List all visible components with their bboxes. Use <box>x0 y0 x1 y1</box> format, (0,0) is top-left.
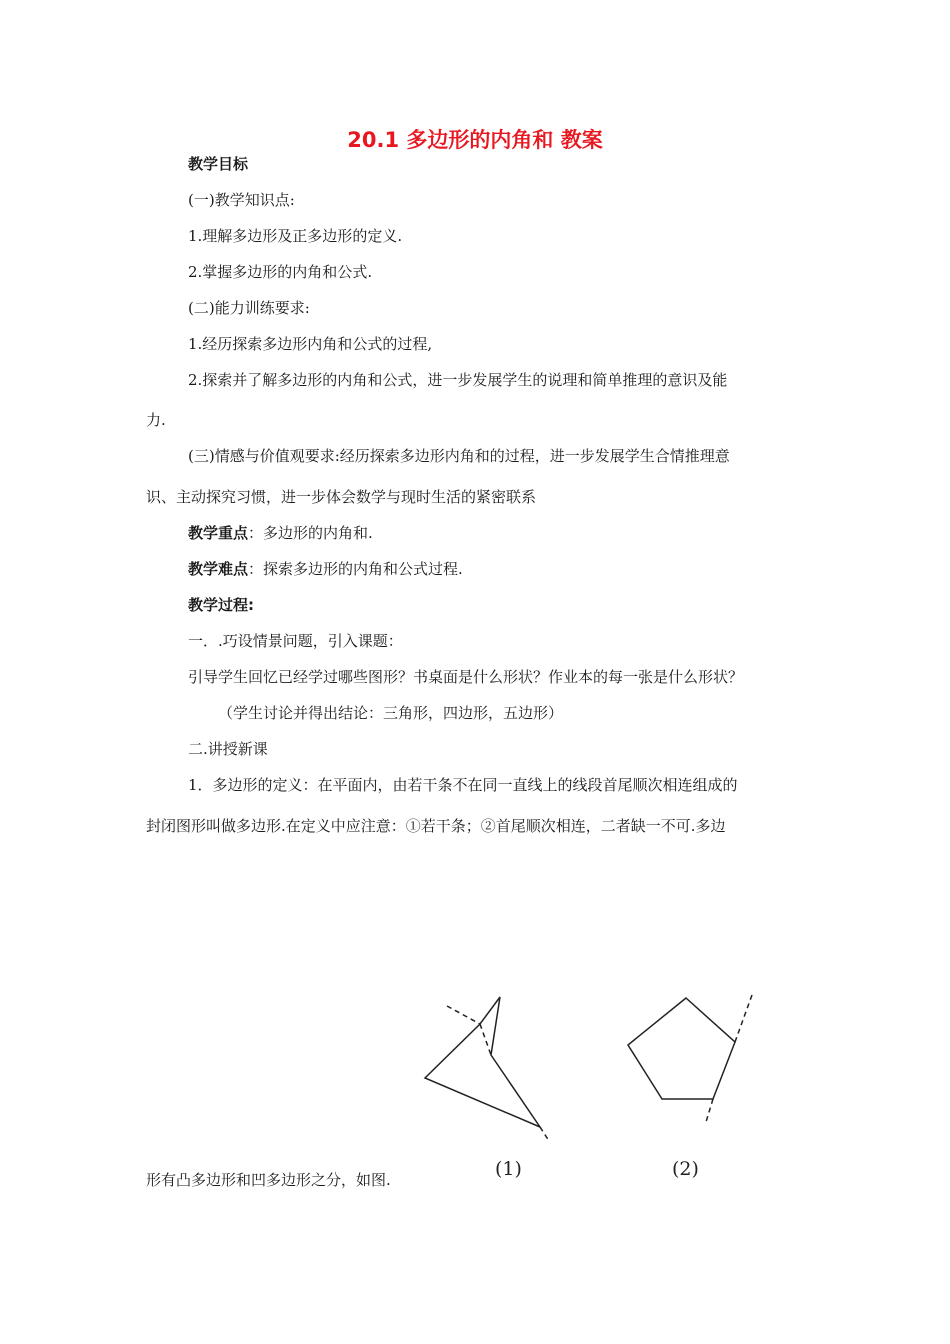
key-points-label: 教学重点 <box>188 524 249 542</box>
extension-line-bottom <box>540 1127 549 1141</box>
section-heading-process: 教学过程: <box>188 596 254 614</box>
difficulties-label: 教学难点 <box>188 560 249 578</box>
polygon-figure <box>400 985 780 1185</box>
section-heading-goals: 教学目标 <box>188 155 249 173</box>
paragraph: 一．.巧设情景问题，引入课题： <box>188 632 403 650</box>
pentagon-shape <box>628 998 735 1099</box>
difficulties-text: ：探索多边形的内角和公式过程. <box>248 560 463 578</box>
paragraph: 1．多边形的定义：在平面内，由若干条不在同一直线上的线段首尾顺次相连组成的 <box>188 776 738 794</box>
paragraph: 2.探索并了解多边形的内角和公式，进一步发展学生的说理和简单推理的意识及能 <box>188 371 728 389</box>
paragraph: 1.理解多边形及正多边形的定义. <box>188 227 403 245</box>
paragraph: 二.讲授新课 <box>188 740 268 758</box>
extension-line-middle <box>480 1024 491 1055</box>
paragraph: 形有凸多边形和凹多边形之分，如图. <box>146 1171 391 1189</box>
paragraph: (三)情感与价值观要求:经历探索多边形内角和的过程，进一步发展学生合情推理意 <box>188 447 730 465</box>
figure-caption-1: (1) <box>495 1158 522 1180</box>
key-points-text: ：多边形的内角和. <box>248 524 373 542</box>
paragraph: 引导学生回忆已经学过哪些图形？书桌面是什么形状？作业本的每一张是什么形状？ <box>188 668 744 686</box>
concave-polygon <box>425 997 549 1141</box>
paragraph: (二)能力训练要求: <box>188 299 310 317</box>
extension-line-upper <box>735 995 752 1042</box>
paragraph-key-points <box>188 523 373 543</box>
paragraph: (一)教学知识点: <box>188 191 295 209</box>
paragraph: 识、主动探究习惯，进一步体会数学与现时生活的紧密联系 <box>146 488 537 506</box>
extension-line-lower <box>706 1099 713 1122</box>
concave-polygon-shape <box>425 997 540 1127</box>
paragraph-difficulties <box>188 559 463 579</box>
paragraph: 力. <box>146 411 166 429</box>
convex-polygon <box>628 995 752 1122</box>
paragraph: 2.掌握多边形的内角和公式. <box>188 263 373 281</box>
paragraph: （学生讨论并得出结论：三角形，四边形，五边形） <box>218 704 564 722</box>
paragraph: 封闭图形叫做多边形.在定义中应注意：①若干条；②首尾顺次相连，二者缺一不可.多边 <box>146 817 726 835</box>
figure-caption-2: (2) <box>672 1158 699 1180</box>
paragraph: 1.经历探索多边形内角和公式的过程, <box>188 335 433 353</box>
extension-line-top <box>447 1006 480 1024</box>
document-title: 20.1 多边形的内角和 教案 <box>347 128 603 152</box>
